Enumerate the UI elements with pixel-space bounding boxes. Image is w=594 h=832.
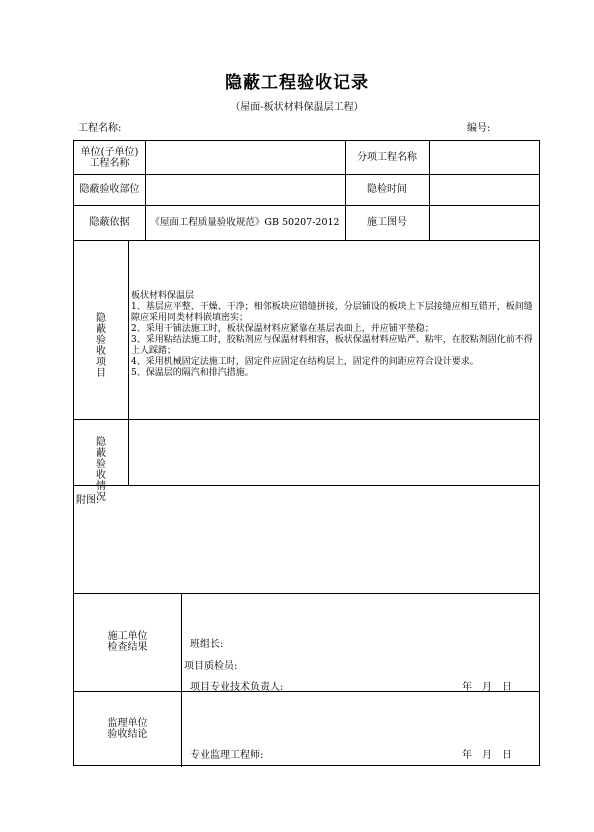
unit-label: 单位(子单位) 工程名称 (80, 146, 139, 169)
page-subtitle: （屋面-板状材料保温层工程） (230, 102, 364, 113)
unit-value[interactable] (145, 141, 345, 174)
quality-inspector-label: 项目质检员: (184, 661, 238, 672)
sub-project-value[interactable] (429, 141, 539, 174)
situation-value[interactable] (128, 419, 539, 485)
drawing-no-label: 施工图号 (367, 217, 407, 228)
hidden-part-value[interactable] (145, 174, 345, 205)
hidden-part-label: 隐蔽验收部位 (79, 184, 140, 195)
sub-project-label: 分项工程名称 (357, 152, 417, 163)
construction-date: 年 月 日 (462, 682, 512, 693)
items-content: 板状材料保温层 1、基层应平整、干燥、干净；相邻板块应错缝拼接，分层铺设的板块上下层接缝应相互错开，板间缝隙应采用同类材料嵌填密实； 2、采用干铺法施工时，板状保温材料应紧靠在基层表面上，并应铺平垫稳； 3、采用粘结法施工时，胶粘剂应与保温材料相容，板状保温材料应贴严、粘牢，在胶粘剂固化前不得上人踩踏； 4、采用机械固定法施工时，固定件应固定在结构层上，固定件的间距应符合设计要求。 5、保温层的隔汽和排汽措施。 (131, 291, 533, 378)
situation-label: 隐蔽验收情况 (96, 437, 106, 503)
drawing-no-value[interactable] (429, 205, 539, 240)
basis-label: 隐蔽依据 (89, 217, 130, 228)
project-name-label: 工程名称: (78, 123, 122, 134)
record-form (73, 140, 540, 766)
page-title: 隐蔽工程验收记录 (225, 73, 369, 93)
basis-value: 《屋面工程质量验收规范》GB 50207-2012 (150, 217, 340, 228)
items-label: 隐蔽验收项目 (96, 313, 106, 379)
supervision-engineer-label: 专业监理工程师: (190, 750, 264, 761)
inspect-time-value[interactable] (429, 174, 539, 205)
supervision-date: 年 月 日 (462, 750, 512, 761)
number-label: 编号: (467, 123, 491, 134)
supervision-label: 监理单位 验收结论 (107, 718, 148, 740)
inspect-time-label: 隐检时间 (367, 184, 407, 195)
team-leader-label: 班组长: (190, 639, 224, 650)
construction-label: 施工单位 检查结果 (107, 631, 148, 653)
attachment-label: 附图: (76, 495, 100, 506)
tech-leader-label: 项目专业技术负责人: (190, 682, 284, 693)
